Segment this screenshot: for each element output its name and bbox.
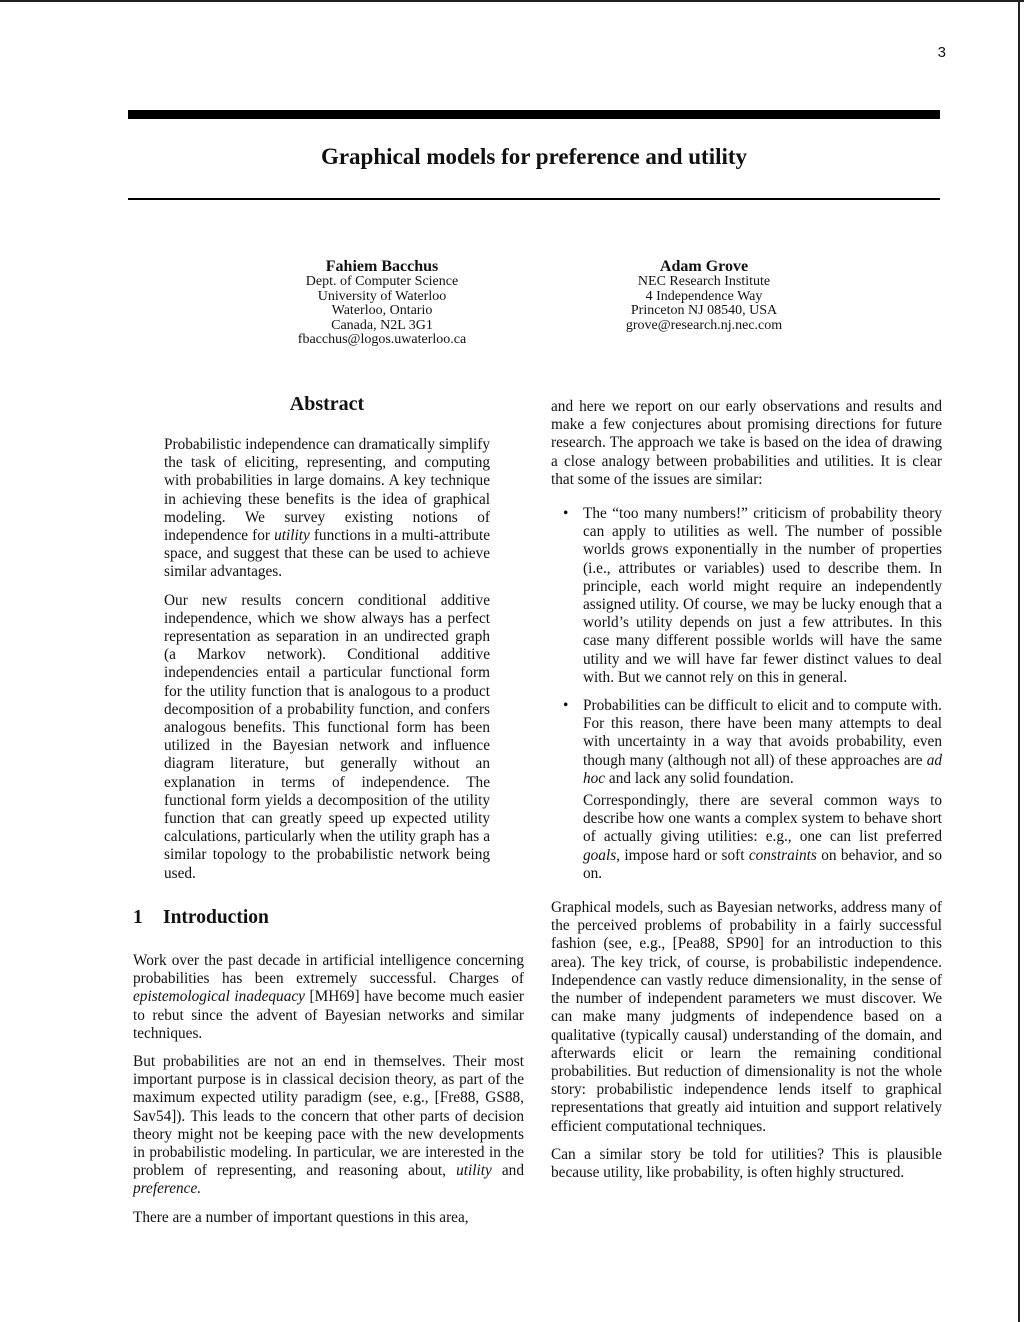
author-affiliation: University of Waterloo [317, 288, 447, 304]
author-affiliation: Dept. of Computer Science [305, 274, 459, 289]
abstract-paragraph: Our new results concern conditional additive independence, which we show always has a perfect representation as separation in an undirected graph (a Markov network). Conditional additive independencies entail a particular functional form for the utility function that is analogous to a product decomposition of a probability function, and confers analogous benefits. This functional form has been utilized in the Bayesian network and influence diagram literature, but generally without an explanation in terms of independence. The functional form yields a decomposition of the utility function that can greatly speed up expected utility calculations, particularly when the utility graph has a similar topology to the probabilistic network being used. [164, 591, 490, 882]
list-item: • Probabilities can be difficult to elicit and to compute with. For this reason, there have been many attempts to deal with uncertainty in a way that avoids probability, even though many (although not all) of these approaches are ad hoc and lack any solid foundation. Correspondingly, there are several common ways to describe how one wants a complex system to behave short of actually giving utilities: e.g., one can list preferred goals, impose hard or soft constraints on behavior, and so on. [563, 697, 942, 882]
author-name: Fahiem Bacchus [325, 258, 439, 275]
author-block-grove [584, 258, 824, 333]
body-paragraph: Work over the past decade in artificial intelligence concerning probabilities has been extremely successful. Charges of epistemological inadequacy [MH69] have become much easier to rebut since the advent of Bayesian networks and similar techniques. [133, 952, 524, 1042]
author-email: grove@research.nj.nec.com [625, 317, 783, 333]
section-heading [133, 906, 524, 930]
bullet-icon: • [563, 697, 569, 715]
list-item: • The “too many numbers!” criticism of probability theory can apply to utilities as well. The number of possible worlds grows exponentially in the number of properties (i.e., attributes or variables) used to describe them. In principle, each world might require an independently assigned utility. Of course, we may be lucky enough that a world’s utility depends on just a few attributes. In this case many different possible worlds will have the same utility and we will have far fewer distinct values to deal with. But we cannot rely on this in general. [563, 505, 942, 686]
title-rule-bottom [128, 198, 940, 200]
abstract-section [164, 392, 490, 893]
author-block-bacchus [262, 258, 502, 348]
section-title: Introduction [163, 907, 269, 928]
body-paragraph: and here we report on our early observations and results and make a few conjectures about promising directions for future research. The approach we take is based on the idea of drawing a close analogy between probabilities and utilities. It is clear that some of the issues are similar: [551, 398, 942, 488]
author-address: Waterloo, Ontario [331, 303, 433, 318]
author-address: Canada, N2L 3G1 [331, 317, 433, 333]
author-address: 4 Independence Way [645, 288, 763, 304]
abstract-paragraph: Probabilistic independence can dramatically simplify the task of eliciting, representing, and computing with probabilities in large domains. A key technique in achieving these benefits is the idea of graphical modeling. We survey existing notions of independence for utility functions in a multi-attribute space, and suggest that these can be used to achieve similar advantages. [164, 436, 490, 581]
body-paragraph: Graphical models, such as Bayesian networks, address many of the perceived problems of probability in a fairly successful fashion (see, e.g., [Pea88, SP90] for an introduction to this area). The key trick, of course, is probabilistic independence. Independence can vastly reduce dimensionality, in the sense of the number of independent parameters we must discover. We can make many judgments of independence based on a qualitative (typically causal) understanding of the domain, and afterwards elicit or learn the remaining conditional probabilities. But reduction of dimensionality is not the whole story: probabilistic independence lends itself to graphical representations that greatly aid intuition and support relatively efficient computational techniques. [551, 899, 942, 1135]
title-rule-top [128, 110, 940, 119]
bullet-list [551, 505, 942, 883]
introduction-section [133, 906, 524, 1237]
author-name: Adam Grove [659, 258, 749, 275]
body-paragraph: There are a number of important questions in this area, [133, 1208, 469, 1226]
author-address: Princeton NJ 08540, USA [630, 303, 778, 318]
bullet-icon: • [563, 505, 569, 523]
page-border-top [0, 0, 1024, 2]
author-affiliation: NEC Research Institute [637, 274, 771, 289]
right-column [551, 398, 942, 1192]
body-paragraph: But probabilities are not an end in themselves. Their most important purpose is in classical decision theory, as part of the maximum expected utility paradigm (see, e.g., [Fre88, GS88, Sav54]). This leads to the concern that other parts of decision theory might not be keeping pace with the new developments in probabilistic modeling. In particular, we are interested in the problem of representing, and reasoning about, utility and preference. [133, 1053, 524, 1198]
author-email: fbacchus@logos.uwaterloo.ca [297, 332, 467, 347]
paper-title: Graphical models for preference and utility [320, 144, 748, 169]
body-paragraph: Can a similar story be told for utilities? This is plausible because utility, like probability, is often highly structured. [551, 1145, 942, 1181]
page-border-right [1018, 0, 1020, 1322]
section-number: 1 [133, 907, 143, 928]
abstract-heading: Abstract [289, 393, 365, 415]
page-number: 3 [937, 44, 946, 61]
